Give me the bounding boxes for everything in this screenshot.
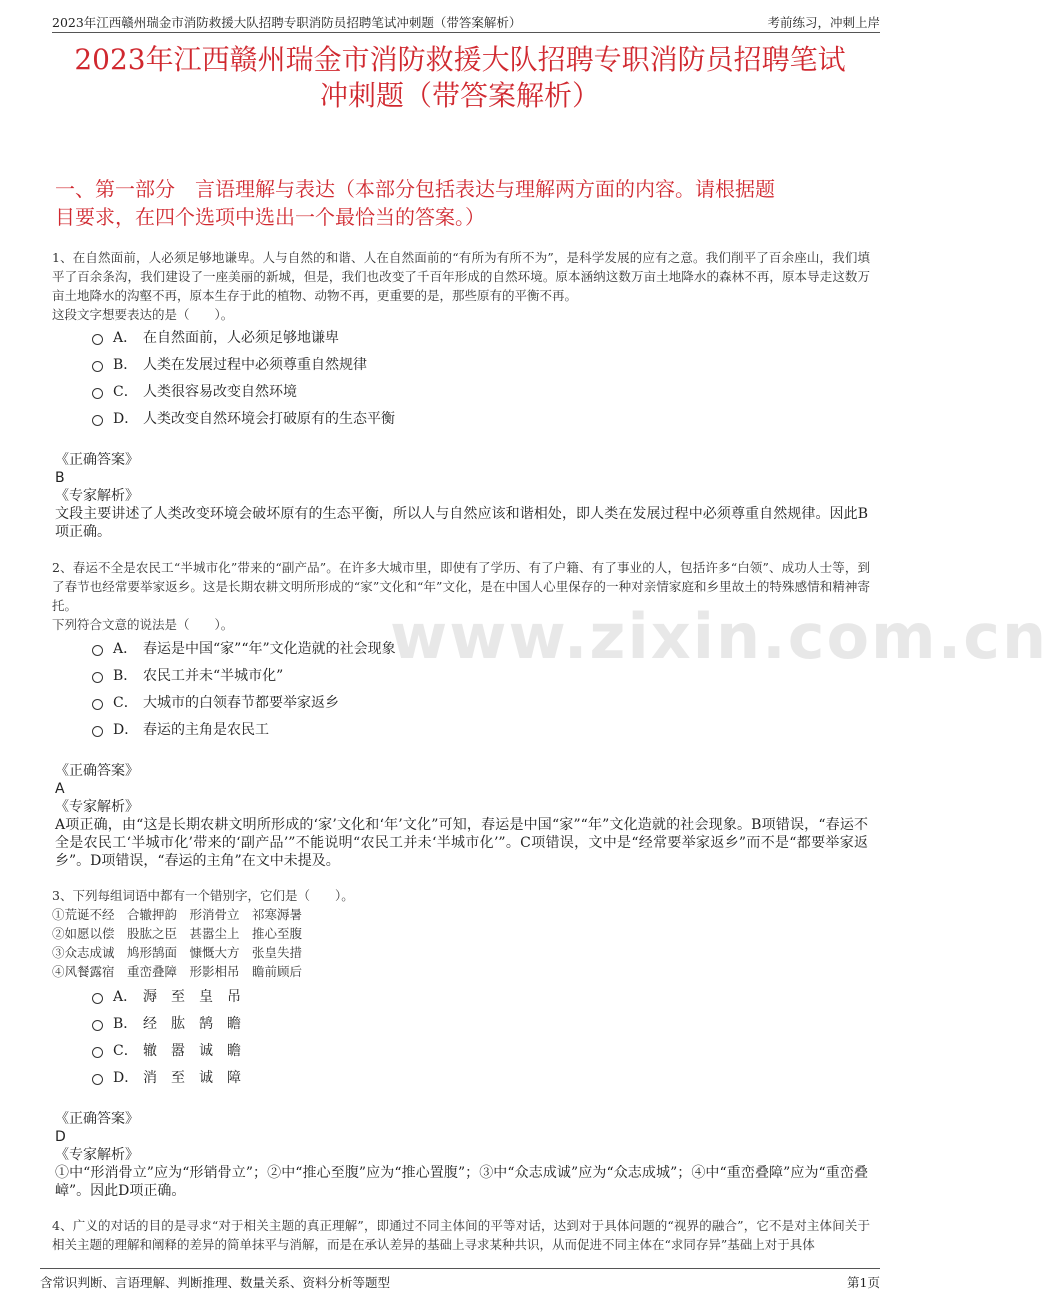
question-prompt: 下列符合文意的说法是（ ）。 (52, 617, 234, 632)
radio-icon[interactable] (92, 388, 103, 399)
answer-label: 《正确答案》 (55, 763, 139, 779)
option-letter: B． (113, 667, 138, 684)
analysis-text: 文段主要讲述了人类改变环境会破坏原有的生态平衡，所以人与自然应该和谐相处，即人类在发展过程中必须尊重自然规律。因此B项正确。 (55, 506, 868, 540)
question-stem: 2、春运不全是农民工“半城市化”带来的“副产品”。在许多大城市里，即使有了学历、有了户籍、有了事业的人，包括许多“白领”、成功人士等，到了春节也经常要举家返乡。这是长期农耕文明所形成的“家”文化和“年”文化，是在中国人心里保存的一种对亲情家庭和乡里故土的特殊感情和精神寄托。 (52, 560, 870, 613)
section-heading-line-2: 目要求，在四个选项中选出一个最恰当的答案。） (55, 205, 485, 229)
document-title (30, 42, 890, 114)
answer-value: D (55, 1129, 66, 1145)
analysis-text: ①中“形消骨立”应为“形销骨立”；②中“推心至腹”应为“推心置腹”；③中“众志成诚”应为“众志成城”；④中“重峦叠障”应为“重峦叠嶂”。因此D项正确。 (55, 1165, 868, 1199)
watermark: www.zixin.com.cn (390, 600, 1048, 673)
radio-icon[interactable] (92, 726, 103, 737)
option-d[interactable] (92, 404, 860, 431)
radio-icon[interactable] (92, 645, 103, 656)
question-line: ②如愿以偿 股肱之臣 甚嚣尘上 推心至腹 (52, 926, 303, 941)
option-letter: B． (113, 356, 138, 373)
option-d[interactable] (92, 1063, 860, 1090)
option-text: 春运是中国“家”“年”文化造就的社会现象 (143, 640, 396, 657)
question-1-answer-block (55, 451, 868, 541)
page-header (52, 10, 880, 33)
radio-icon[interactable] (92, 699, 103, 710)
question-4 (52, 1216, 870, 1254)
page-footer (40, 1268, 880, 1289)
radio-icon[interactable] (92, 415, 103, 426)
radio-icon[interactable] (92, 1020, 103, 1031)
option-text: 溽 至 皇 吊 (143, 988, 241, 1005)
question-line: ③众志成诚 鸠形鹄面 慷慨大方 张皇失措 (52, 945, 303, 960)
option-letter: A． (113, 640, 138, 657)
option-b[interactable] (92, 350, 860, 377)
radio-icon[interactable] (92, 361, 103, 372)
option-text: 人类改变自然环境会打破原有的生态平衡 (143, 410, 395, 427)
question-3-answer-block (55, 1110, 868, 1200)
answer-value: A (55, 781, 65, 797)
option-text: 人类很容易改变自然环境 (143, 383, 297, 400)
question-line: ①荒诞不经 合辙押韵 形消骨立 祁寒溽暑 (52, 907, 303, 922)
question-stem: 1、在自然面前，人必须足够地谦卑。人与自然的和谐、人在自然面前的“有所为有所不为”，是科学发展的应有之意。我们削平了百余座山，我们填平了百余条沟，我们建设了一座美丽的新城，但是，我们也改变了千百年形成的自然环境。原本涵纳这数万亩土地降水的森林不再，原本导走这数万亩土地降水的沟壑不再，原本生存于此的植物、动物不再，更重要的是，那些原有的平衡不再。 (52, 250, 870, 303)
radio-icon[interactable] (92, 1074, 103, 1085)
question-line: ④风餐露宿 重峦叠障 形影相吊 瞻前顾后 (52, 964, 303, 979)
option-text: 在自然面前，人必须足够地谦卑 (143, 329, 339, 346)
option-letter: D． (113, 1069, 139, 1086)
option-a[interactable] (92, 982, 860, 1009)
radio-icon[interactable] (92, 1047, 103, 1058)
radio-icon[interactable] (92, 672, 103, 683)
option-letter: A． (113, 988, 138, 1005)
analysis-label: 《专家解析》 (55, 1147, 139, 1163)
option-letter: B． (113, 1015, 138, 1032)
option-a[interactable] (92, 634, 860, 661)
option-letter: A． (113, 329, 138, 346)
question-1 (52, 248, 870, 324)
radio-icon[interactable] (92, 334, 103, 345)
answer-label: 《正确答案》 (55, 1111, 139, 1127)
analysis-text: A项正确，由“这是长期农耕文明所形成的‘家’文化和‘年’文化”可知，春运是中国“家”“年”文化造就的社会现象。B项错误，“春运不全是农民工‘半城市化’带来的‘副产品’”不能说明“农民工并未‘半城市化’”。C项错误，文中是“经常要举家返乡”而不是“都要举家返乡”。D项错误，“春运的主角”在文中未提及。 (55, 817, 868, 869)
title-line-1: 2023年江西赣州瑞金市消防救援大队招聘专职消防员招聘笔试 (74, 43, 846, 76)
option-text: 春运的主角是农民工 (143, 721, 269, 738)
question-2-options (92, 634, 860, 742)
question-3-options (92, 982, 860, 1090)
option-letter: C． (113, 383, 138, 400)
analysis-label: 《专家解析》 (55, 488, 139, 504)
option-text: 人类在发展过程中必须尊重自然规律 (143, 356, 367, 373)
page-number: 第1页 (847, 1275, 880, 1290)
footer-topics: 含常识判断、言语理解、判断推理、数量关系、资料分析等题型 (40, 1275, 391, 1290)
option-a[interactable] (92, 323, 860, 350)
option-c[interactable] (92, 377, 860, 404)
analysis-label: 《专家解析》 (55, 799, 139, 815)
header-doc-title: 2023年江西赣州瑞金市消防救援大队招聘专职消防员招聘笔试冲刺题（带答案解析） (52, 15, 522, 30)
option-c[interactable] (92, 1036, 860, 1063)
option-text: 辙 嚣 诚 瞻 (143, 1042, 241, 1059)
option-letter: C． (113, 694, 138, 711)
radio-icon[interactable] (92, 993, 103, 1004)
question-2 (52, 558, 870, 634)
section-heading-line-1: 一、第一部分 言语理解与表达（本部分包括表达与理解两方面的内容。请根据题 (55, 177, 775, 201)
option-b[interactable] (92, 1009, 860, 1036)
question-3 (52, 886, 870, 981)
question-stem: 4、广义的对话的目的是寻求“对于相关主题的真正理解”，即通过不同主体间的平等对话，达到对于具体问题的“视界的融合”，它不是对主体间关于相关主题的理解和阐释的差异的简单抹平与消解，而是在承认差异的基础上寻求某种共识，从而促进不同主体在“求同存异”基础上对于具体 (52, 1218, 870, 1252)
question-1-options (92, 323, 860, 431)
title-line-2: 冲刺题（带答案解析） (319, 79, 600, 112)
option-b[interactable] (92, 661, 860, 688)
option-letter: D． (113, 721, 139, 738)
option-text: 大城市的白领春节都要举家返乡 (143, 694, 339, 711)
option-letter: D． (113, 410, 139, 427)
section-heading (55, 175, 868, 231)
answer-value: B (55, 470, 65, 486)
option-text: 农民工并未“半城市化” (143, 667, 284, 684)
header-slogan: 考前练习，冲刺上岸 (767, 15, 880, 30)
question-stem: 3、下列每组词语中都有一个错别字，它们是（ ）。 (52, 888, 354, 903)
answer-label: 《正确答案》 (55, 452, 139, 468)
option-d[interactable] (92, 715, 860, 742)
option-letter: C． (113, 1042, 138, 1059)
option-c[interactable] (92, 688, 860, 715)
option-text: 经 肱 鹄 瞻 (143, 1015, 241, 1032)
question-prompt: 这段文字想要表达的是（ ）。 (52, 307, 234, 322)
option-text: 消 至 诚 障 (143, 1069, 241, 1086)
question-2-answer-block (55, 762, 868, 870)
